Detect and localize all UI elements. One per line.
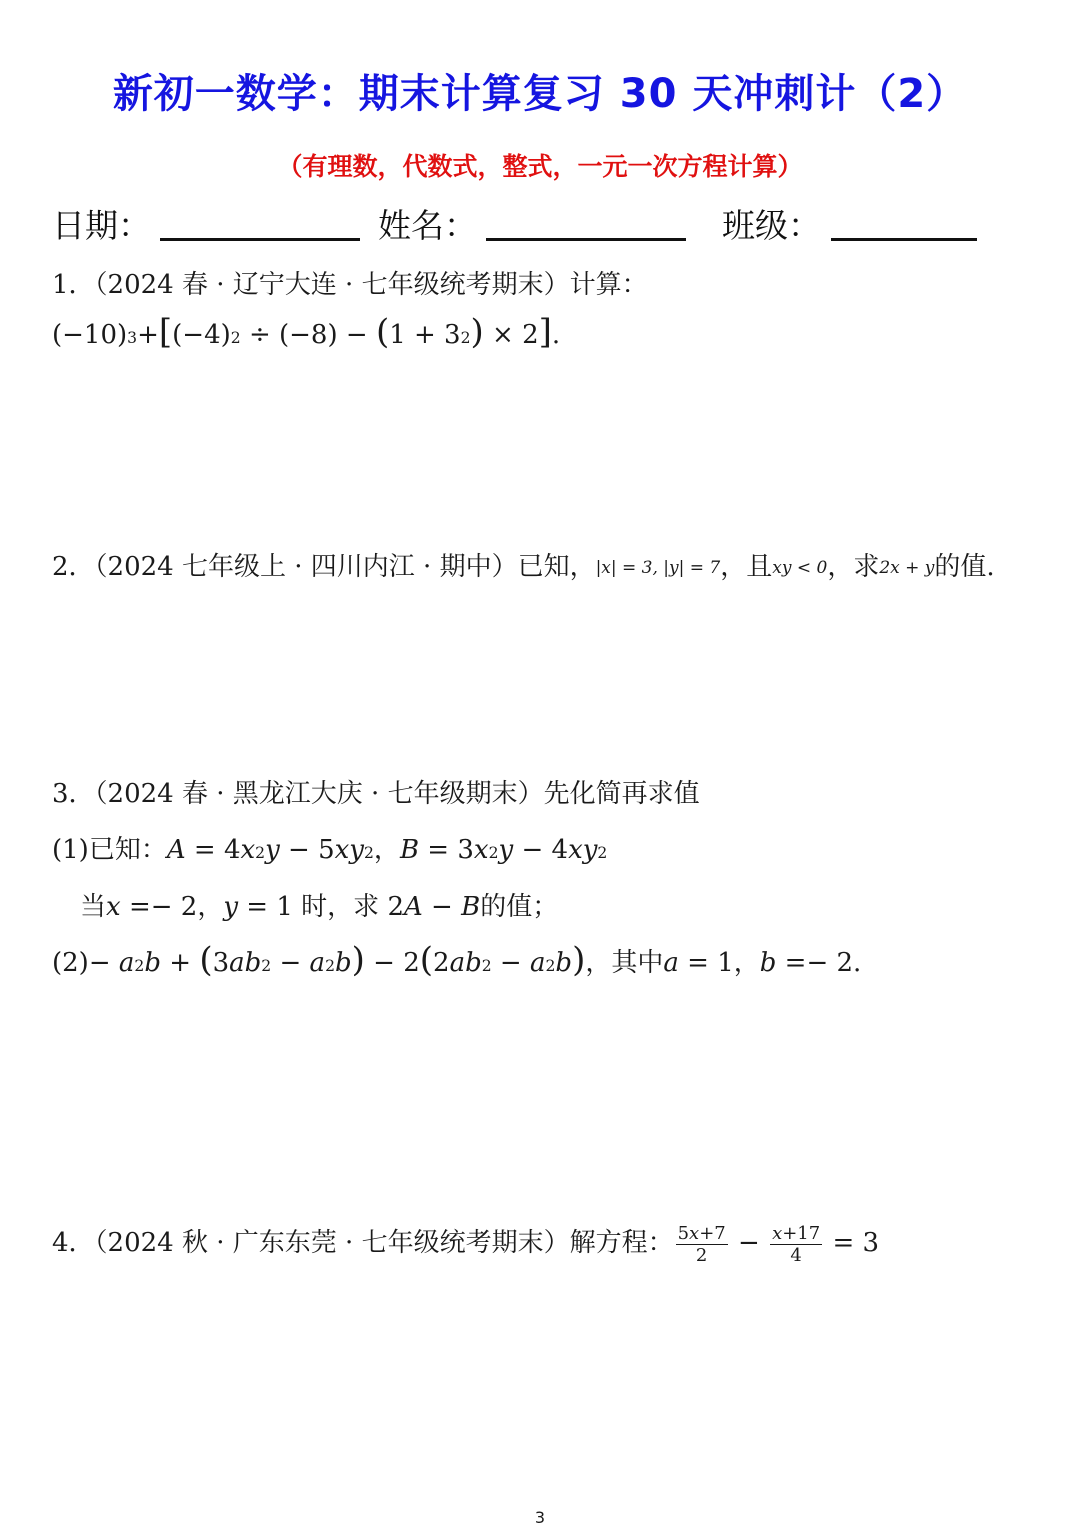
- fraction-1: $\frac{5x+7}{2}$: [677, 1222, 726, 1266]
- tail-text: 的值.: [934, 552, 995, 582]
- question-source: （2024 七年级上 · 四川内江 · 期中）已知，: [94, 552, 596, 582]
- question-source: （2024 秋 · 广东东莞 · 七年级统考期末）解方程：: [94, 1228, 674, 1258]
- condition-abs-values: |x| = 3, |y| = 7: [595, 558, 721, 578]
- question-source: （2024 春 · 黑龙江大庆 · 七年级期末）先化简再求值: [94, 779, 700, 809]
- question-1-expression: $(-10)^3+[(-4)^2 \div (-8) - (1 + 3^2) \times 2]$.: [52, 312, 561, 352]
- name-blank[interactable]: [486, 238, 686, 241]
- question-4-heading: 4．（2024 秋 · 广东东莞 · 七年级统考期末）解方程： $\frac{5x+7}{2}$ − $\frac{x+17}{4}$ = 3: [52, 1222, 880, 1266]
- conjunction-text: ，且: [720, 552, 773, 582]
- question-2-heading: [52, 546, 995, 583]
- class-label: 班级：: [722, 206, 821, 245]
- condition-tail: 的值；: [480, 892, 559, 922]
- where-text: ，其中: [585, 948, 664, 978]
- name-label: 姓名：: [378, 206, 477, 245]
- ask-text: ，求: [827, 552, 880, 582]
- question-source: （2024 春 · 辽宁大连 · 七年级统考期末）计算：: [94, 270, 648, 300]
- question-3-heading: [52, 773, 700, 810]
- question-number: 3．: [52, 779, 95, 809]
- question-number: 1．: [52, 270, 95, 300]
- question-number: 4．: [52, 1228, 95, 1258]
- class-blank[interactable]: [831, 238, 977, 241]
- question-3-condition: 当x =− 2，y = 1 时，求 2A − B的值；: [80, 892, 559, 922]
- page-subtitle: （有理数，代数式，整式，一元一次方程计算）: [277, 152, 803, 181]
- question-3-part-1: (1)已知：$A = 4x^2y - 5xy^2$，$B = 3x^2y - 4xy^2$: [52, 835, 608, 865]
- part-prefix: (1)已知：: [52, 835, 167, 865]
- page-number: 3: [534, 1508, 546, 1527]
- question-1-heading: [52, 264, 648, 301]
- target-expression: 2x + y: [879, 558, 935, 578]
- fraction-2: $\frac{x+17}{4}$: [772, 1222, 821, 1266]
- page-title: 新初一数学：期末计算复习 30 天冲刺计（2）: [112, 71, 968, 117]
- date-blank[interactable]: [160, 238, 360, 241]
- date-label: 日期：: [52, 206, 151, 245]
- condition-prefix: 当: [80, 892, 107, 922]
- condition-mid: 时，求: [301, 892, 380, 922]
- condition-product: xy < 0: [772, 558, 828, 578]
- question-3-part-2: $(2)- a^2b + (3ab^2 - a^2b) - 2(2ab^2 - a^2b)$，其中a = 1，b =− 2.: [52, 940, 862, 980]
- part-prefix: (2): [52, 948, 89, 978]
- question-number: 2．: [52, 552, 95, 582]
